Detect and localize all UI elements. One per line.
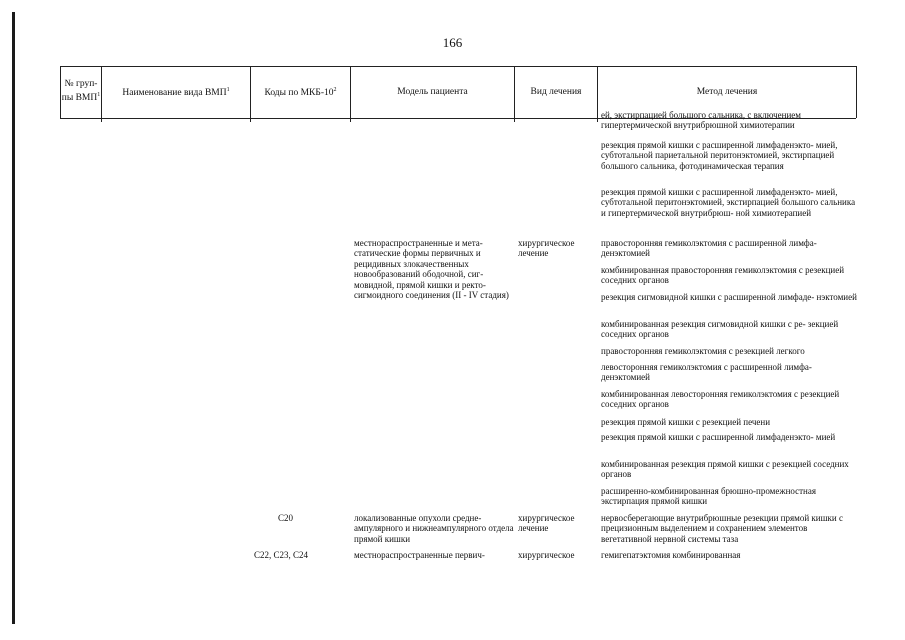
treatment-type-2: хирургическое лечение <box>518 513 575 534</box>
method-item: расширенно-комбинированная брюшно-промежностная экстирпация прямой кишки <box>601 486 816 507</box>
method-item: гемигепатэктомия комбинированная <box>601 550 741 560</box>
method-item: комбинированная резекция прямой кишки с резекцией соседних органов <box>601 459 849 480</box>
method-item: комбинированная резекция сигмовидной кишки с ре- зекцией соседних органов <box>601 319 839 340</box>
method-item: резекция прямой кишки с расширенной лимфаденэкто- мией <box>601 432 836 442</box>
header-treatment: Вид лечения <box>530 86 582 97</box>
method-item: комбинированная правосторонняя гемиколэктомия с резекцией соседних органов <box>601 265 845 286</box>
method-item: резекция сигмовидной кишки с расширенной лимфаде- нэктомией <box>601 292 857 302</box>
col-tick-1 <box>101 118 102 122</box>
method-item: правосторонняя гемиколэктомия с расширенной лимфа- денэктомией <box>601 238 817 259</box>
method-item: правосторонняя гемиколэктомия с резекцией легкого <box>601 346 805 356</box>
header-model: Модель пациента <box>397 86 468 97</box>
treatment-type-1: хирургическое лечение <box>518 238 575 259</box>
col-tick-2 <box>250 118 251 122</box>
method-item: комбинированная левосторонняя гемиколэктомия с резекцией соседних органов <box>601 389 840 410</box>
method-item: нервосберегающие внутрибрюшные резекции прямой кишки с прецизионным выделением и сохранением элементов вегетативной нервной системы таза <box>601 513 843 544</box>
header-name: Наименование вида ВМП$^1$ <box>122 86 230 99</box>
col-tick-4 <box>514 118 515 122</box>
page-number: 166 <box>442 35 463 50</box>
method-item: резекция прямой кишки с расширенной лимфаденэкто- мией, субтотальной париетальной перитонэктомией, экстирпацией большого сальника, фотодинамическая терапия <box>601 140 838 171</box>
method-item: левосторонняя гемиколэктомия с расширенной лимфа- денэктомией <box>601 362 812 383</box>
icd-codes-3: C22, C23, C24 <box>254 550 309 560</box>
header-group: № груп- пы ВМП$^1$ <box>61 79 101 104</box>
method-item: ей, экстирпацией большого сальника, с включением гипертермической внутрибрюшной химиотерапии <box>601 110 801 131</box>
patient-model-2: локализованные опухоли средне- ампулярного и нижнеампулярного отдела прямой кишки <box>354 513 514 544</box>
method-item: резекция прямой кишки с резекцией печени <box>601 417 771 427</box>
col-tick-5 <box>597 118 598 122</box>
treatment-type-3: хирургическое <box>518 550 575 560</box>
header-codes: Коды по МКБ-$10^2$ <box>264 86 337 99</box>
patient-model-1: местнораспространенные и мета- статические формы первичных и рецидивных злокачественных новообразований ободочной, сиг- мовидной, прямой кишки и ректо- сигмоидного соединения (II - IV стадия) <box>354 238 509 301</box>
method-item: резекция прямой кишки с расширенной лимфаденэкто- мией, субтотальной перитонэктомией, экстирпацией большого сальника и гипертермической внутрибрюш- ной химиотерапией <box>601 187 856 218</box>
patient-model-3: местнораспространенные первич- <box>354 550 485 560</box>
col-tick-3 <box>350 118 351 122</box>
scan-edge <box>12 12 15 624</box>
header-method: Метод лечения <box>696 86 758 97</box>
icd-codes-2: C20 <box>278 513 294 523</box>
